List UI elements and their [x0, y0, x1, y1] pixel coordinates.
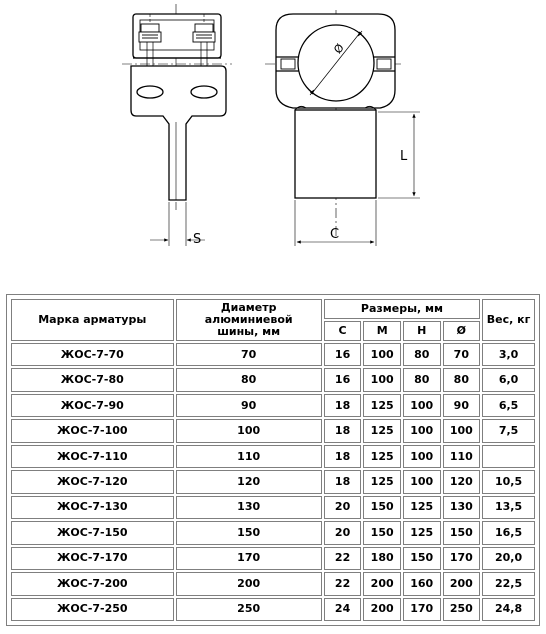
cell-c: 22 [324, 572, 362, 595]
cell-h: 160 [403, 572, 441, 595]
header-diameter: Диаметр алюминиевой шины, мм [176, 299, 322, 341]
dim-diameter-label: Ø [331, 41, 347, 57]
clamp-stem [295, 110, 376, 198]
cell-brand: ЖОС-7-70 [11, 343, 174, 366]
dim-l-label: L [400, 149, 408, 164]
cell-d: 200 [443, 572, 481, 595]
cell-d: 110 [443, 445, 481, 468]
cell-h: 100 [403, 445, 441, 468]
slot-right-icon [191, 86, 217, 98]
cell-c: 18 [324, 445, 362, 468]
cell-h: 100 [403, 470, 441, 493]
cell-brand: ЖОС-7-110 [11, 445, 174, 468]
cell-c: 18 [324, 470, 362, 493]
technical-drawing [0, 0, 546, 290]
dim-c-label: C [330, 227, 340, 242]
table-body [11, 343, 535, 621]
cell-d: 70 [443, 343, 481, 366]
cell-d: 170 [443, 547, 481, 570]
cell-brand: ЖОС-7-100 [11, 419, 174, 442]
cell-d: 100 [443, 419, 481, 442]
cell-d: 130 [443, 496, 481, 519]
nut-right-icon [377, 59, 391, 69]
table-row [11, 445, 535, 468]
front-view [122, 4, 232, 246]
table-row [11, 496, 535, 519]
cell-d: 90 [443, 394, 481, 417]
cell-h: 80 [403, 368, 441, 391]
header-m: М [363, 321, 401, 341]
cell-d: 150 [443, 521, 481, 544]
dim-s-label: S [193, 232, 202, 247]
cell-m: 180 [363, 547, 401, 570]
cell-d: 80 [443, 368, 481, 391]
cell-c: 22 [324, 547, 362, 570]
slot-left-icon [137, 86, 163, 98]
table-row [11, 521, 535, 544]
table-row [11, 547, 535, 570]
cell-brand: ЖОС-7-200 [11, 572, 174, 595]
header-d: Ø [443, 321, 481, 341]
cell-weight: 7,5 [482, 419, 535, 442]
cell-weight: 24,8 [482, 598, 535, 621]
cell-weight: 22,5 [482, 572, 535, 595]
cell-h: 150 [403, 547, 441, 570]
table-row [11, 368, 535, 391]
table-row [11, 598, 535, 621]
cell-diameter: 170 [176, 547, 322, 570]
cell-brand: ЖОС-7-250 [11, 598, 174, 621]
cell-diameter: 200 [176, 572, 322, 595]
nut-left-icon [281, 59, 295, 69]
cell-weight: 6,0 [482, 368, 535, 391]
cell-weight: 3,0 [482, 343, 535, 366]
cell-diameter: 250 [176, 598, 322, 621]
cell-c: 16 [324, 368, 362, 391]
cell-diameter: 80 [176, 368, 322, 391]
cell-brand: ЖОС-7-80 [11, 368, 174, 391]
cell-brand: ЖОС-7-150 [11, 521, 174, 544]
cell-diameter: 110 [176, 445, 322, 468]
cell-c: 16 [324, 343, 362, 366]
cell-m: 125 [363, 419, 401, 442]
cell-m: 150 [363, 496, 401, 519]
cell-h: 125 [403, 496, 441, 519]
side-view [265, 10, 420, 246]
cell-m: 125 [363, 470, 401, 493]
cell-m: 125 [363, 445, 401, 468]
table-row [11, 343, 535, 366]
table-row [11, 394, 535, 417]
table-row [11, 419, 535, 442]
cell-c: 24 [324, 598, 362, 621]
cell-weight: 6,5 [482, 394, 535, 417]
cell-weight [482, 445, 535, 468]
header-h: Н [403, 321, 441, 341]
cell-brand: ЖОС-7-90 [11, 394, 174, 417]
cell-weight: 13,5 [482, 496, 535, 519]
specification-table [6, 294, 540, 626]
cell-m: 200 [363, 572, 401, 595]
cell-h: 170 [403, 598, 441, 621]
cell-brand: ЖОС-7-120 [11, 470, 174, 493]
cell-weight: 10,5 [482, 470, 535, 493]
cell-brand: ЖОС-7-130 [11, 496, 174, 519]
cell-diameter: 100 [176, 419, 322, 442]
cell-diameter: 130 [176, 496, 322, 519]
cell-c: 20 [324, 496, 362, 519]
spec-table-grid [9, 297, 537, 623]
cell-diameter: 120 [176, 470, 322, 493]
cell-h: 100 [403, 394, 441, 417]
cell-m: 125 [363, 394, 401, 417]
cell-d: 120 [443, 470, 481, 493]
cell-diameter: 150 [176, 521, 322, 544]
cell-h: 100 [403, 419, 441, 442]
cell-weight: 20,0 [482, 547, 535, 570]
table-row [11, 572, 535, 595]
cell-h: 80 [403, 343, 441, 366]
cell-c: 18 [324, 419, 362, 442]
cell-diameter: 90 [176, 394, 322, 417]
cell-h: 125 [403, 521, 441, 544]
cell-c: 18 [324, 394, 362, 417]
cell-c: 20 [324, 521, 362, 544]
cell-m: 100 [363, 368, 401, 391]
cell-weight: 16,5 [482, 521, 535, 544]
cell-diameter: 70 [176, 343, 322, 366]
cell-m: 100 [363, 343, 401, 366]
cell-m: 200 [363, 598, 401, 621]
header-weight: Вес, кг [482, 299, 535, 341]
header-brand: Марка арматуры [11, 299, 174, 341]
header-c: С [324, 321, 362, 341]
header-row-1 [11, 299, 535, 319]
table-row [11, 470, 535, 493]
cell-brand: ЖОС-7-170 [11, 547, 174, 570]
cell-d: 250 [443, 598, 481, 621]
header-sizes: Размеры, мм [324, 299, 480, 319]
cell-m: 150 [363, 521, 401, 544]
